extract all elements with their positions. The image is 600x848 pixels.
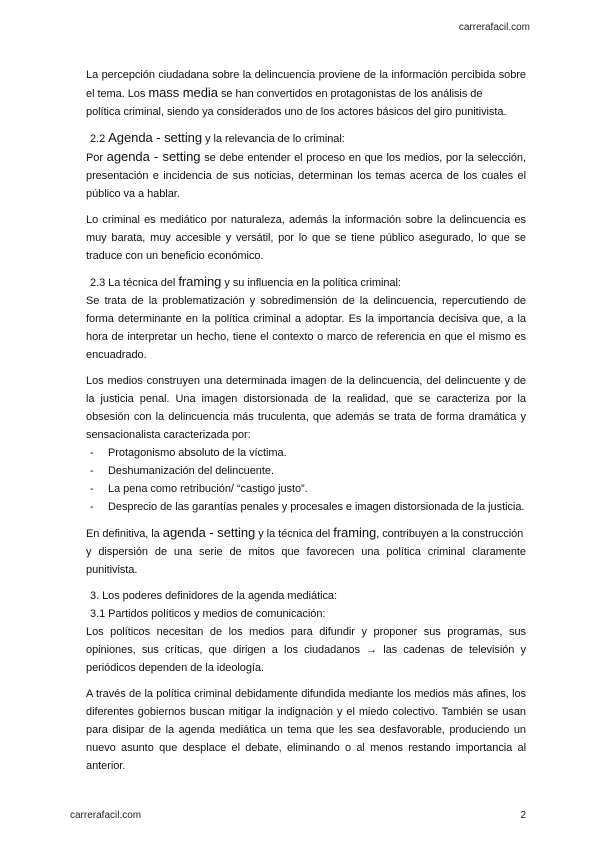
term-agenda-setting: agenda - setting bbox=[162, 525, 256, 540]
section-heading-3-1: 3.1 Partidos políticos y medios de comunicación: bbox=[90, 608, 326, 620]
section-heading-3: 3. Los poderes definidores de la agenda mediática: bbox=[90, 590, 338, 602]
list-item: - Deshumanización del delincuente. bbox=[86, 462, 526, 480]
paragraph-framing: Se trata de la problematización y sobredimensión de la delincuencia, repercutiendo de forma determinante en la política criminal a adoptar. Es la importancia decisiva que, a la hora de interpretar un hecho, tiene el contexto o marco de referencia en que el mismo es encuadrado. bbox=[86, 295, 526, 361]
term-framing: framing bbox=[333, 525, 377, 540]
section-heading-2-2: 2.2 Agenda - setting y la relevancia de lo criminal: bbox=[90, 130, 345, 145]
paragraph-agenda-setting: Por agenda - setting se debe entender el proceso en que los medios, por la selección, presentación e incidencia de sus noticias, determinan los temas acerca de los cuales el público va a hablar. bbox=[86, 149, 526, 200]
paragraph-mass-media-cont: política criminal, siendo ya considerados uno de los actores básicos del giro punitivista. bbox=[86, 106, 507, 118]
term-agenda-setting: agenda - setting bbox=[106, 149, 201, 164]
term-mass-media: mass media bbox=[148, 85, 218, 100]
list-item: - Protagonismo absoluto de la víctima. bbox=[86, 444, 526, 462]
term-framing: framing bbox=[178, 274, 222, 289]
paragraph-conclusion: En definitiva, la agenda - setting y la técnica del framing, contribuyen a la construcción bbox=[86, 525, 524, 540]
paragraph-politica-criminal: A través de la política criminal debidamente difundida mediante los medios más afines, los diferentes gobiernos buscan mitigar la indignación y el miedo colectivo. También se usan para disipar de la agenda mediática un tema que les sea desfavorable, produciendo un nuevo asunto que desplace el debate, eliminando o al menos restando importancia al anterior. bbox=[86, 688, 526, 772]
paragraph-mass-media: La percepción ciudadana sobre la delincuencia proviene de la información percibida sobre el tema. Los mass media se han convertidos en protagonistas de los análisis de bbox=[86, 69, 526, 100]
header-site: carrerafacil.com bbox=[458, 22, 530, 33]
list-item: - Desprecio de las garantías penales y procesales e imagen distorsionada de la justicia. bbox=[86, 498, 526, 516]
paragraph-conclusion-cont: y dispersión de una serie de mitos que favorecen una política criminal claramente punitivista. bbox=[86, 546, 526, 576]
footer-site: carrerafacil.com bbox=[70, 810, 142, 821]
page-number: 2 bbox=[520, 810, 526, 821]
paragraph-politicos: Los políticos necesitan de los medios para difundir y proponer sus programas, sus opiniones, sus críticas, que dirigen a los ciudadanos → las cadenas de televisión y periódicos dependen de la ideología. bbox=[86, 626, 526, 674]
term-agenda-setting: Agenda - setting bbox=[108, 130, 203, 145]
paragraph-criminal-mediatico: Lo criminal es mediático por naturaleza, además la información sobre la delincuencia es muy barata, muy accesible y versátil, por lo que se tiene público asegurado, lo que se traduce con un beneficio económico. bbox=[86, 214, 526, 262]
paragraph-imagen-delincuencia: Los medios construyen una determinada imagen de la delincuencia, del delincuente y de la justicia penal. Una imagen distorsionada de la realidad, que se caracteriza por la obsesión con la delincuencia más truculenta, que además se trata de forma dramática y sensacionalista caracterizada por: bbox=[86, 375, 526, 441]
document-body bbox=[86, 66, 526, 775]
section-heading-2-3: 2.3 La técnica del framing y su influencia en la política criminal: bbox=[90, 274, 401, 289]
characteristics-list bbox=[86, 444, 526, 516]
list-item: - La pena como retribución/ “castigo justo”. bbox=[86, 480, 526, 498]
